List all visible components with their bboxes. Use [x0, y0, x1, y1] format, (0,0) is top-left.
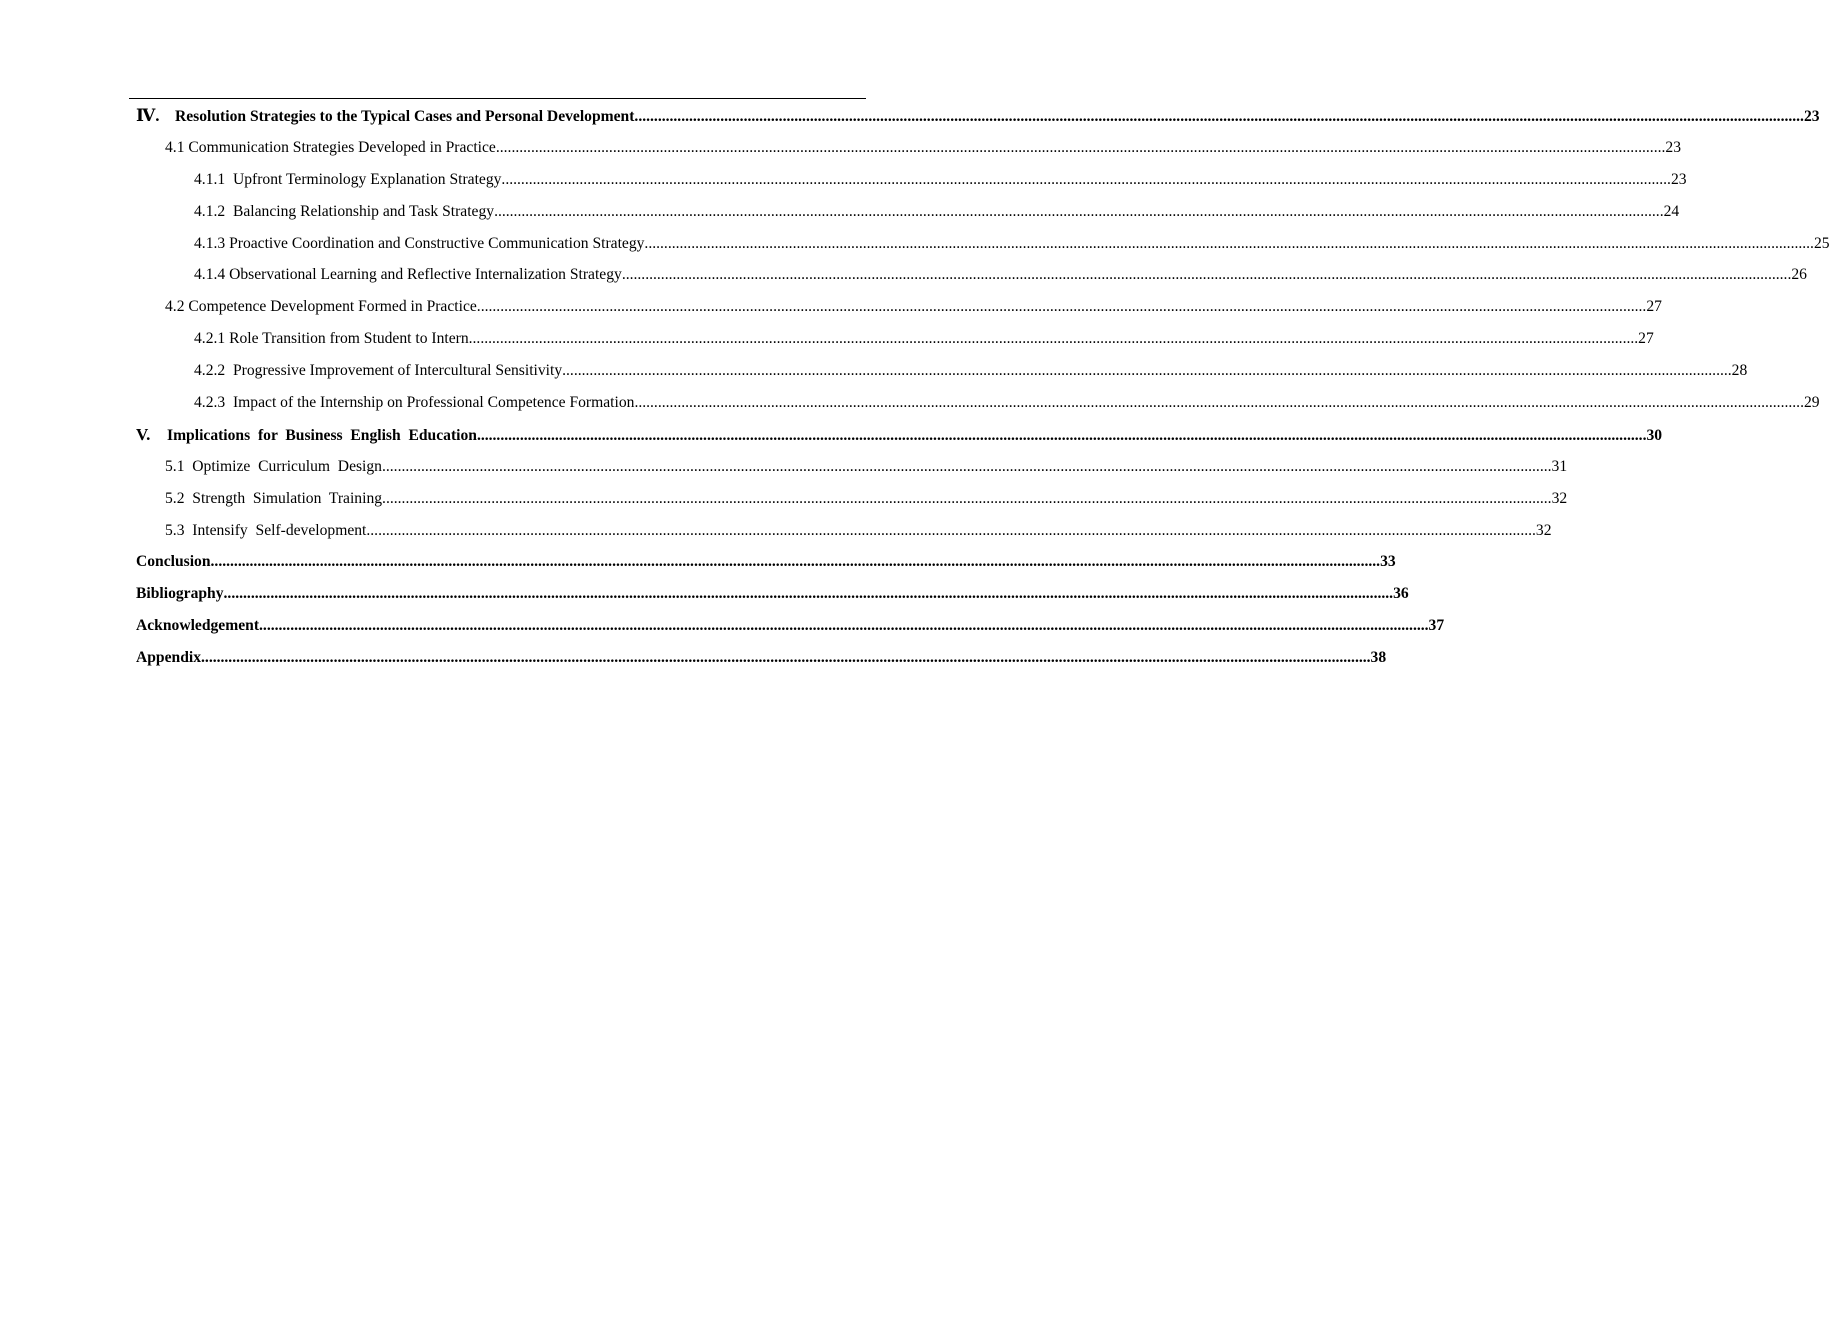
- toc-page-number: 33: [1380, 553, 1396, 571]
- toc-leader-dots: ............................................................................................................................................................................................................................................................................................................: [366, 521, 1536, 539]
- toc-entry-4-2-1[interactable]: [136, 323, 1654, 355]
- toc-leader-dots: ............................................................................................................................................................................................................................................................................................................: [495, 138, 1666, 156]
- toc-entry-chapter-5[interactable]: [136, 419, 1663, 451]
- toc-leader-dots: ............................................................................................................................................................................................................................................................................................................: [476, 426, 1647, 444]
- toc-entry-conclusion[interactable]: [136, 546, 1396, 578]
- toc-leader-dots: ............................................................................................................................................................................................................................................................................................................: [259, 617, 1429, 635]
- toc-entry-number: V.: [136, 424, 151, 444]
- table-of-contents: [136, 100, 1830, 674]
- toc-entry-4-2-3[interactable]: [136, 387, 1820, 419]
- toc-page-number: 32: [1551, 489, 1568, 507]
- toc-entry-title: 5.1 Optimize Curriculum Design: [165, 457, 382, 475]
- toc-entry-title: 4.2.1 Role Transition from Student to Intern: [194, 330, 469, 348]
- toc-page-number: 29: [1803, 394, 1820, 412]
- toc-entry-4-1-3[interactable]: [136, 228, 1830, 260]
- toc-page-number: 26: [1791, 266, 1807, 284]
- toc-leader-dots: ............................................................................................................................................................................................................................................................................................................: [381, 457, 1552, 475]
- toc-entry-title: Resolution Strategies to the Typical Cases and Personal Development: [175, 108, 635, 125]
- toc-entry-title: 4.2.3 Impact of the Internship on Professional Competence Formation: [194, 394, 635, 412]
- toc-entry-5-2[interactable]: [136, 483, 1568, 515]
- toc-entry-title: Implications for Business English Education: [167, 426, 477, 444]
- toc-entry-4-1-2[interactable]: [136, 196, 1680, 228]
- toc-leader-dots: ............................................................................................................................................................................................................................................................................................................: [634, 108, 1804, 125]
- toc-leader-dots: ............................................................................................................................................................................................................................................................................................................: [210, 553, 1381, 571]
- toc-entry-title: 4.1.1 Upfront Terminology Explanation Strategy: [194, 170, 502, 188]
- toc-page-number: 32: [1535, 521, 1552, 539]
- toc-leader-dots: ............................................................................................................................................................................................................................................................................................................: [634, 394, 1804, 412]
- toc-entry-title: 4.1.4 Observational Learning and Reflective Internalization Strategy: [194, 266, 622, 284]
- toc-page-number: 25: [1813, 234, 1830, 252]
- toc-entry-title: 4.2.2 Progressive Improvement of Intercultural Sensitivity: [194, 362, 563, 380]
- toc-page-number: 36: [1393, 585, 1409, 603]
- toc-entry-acknowledgement[interactable]: [136, 610, 1445, 642]
- toc-entry-number: Ⅳ.: [136, 106, 160, 125]
- toc-leader-dots: ............................................................................................................................................................................................................................................................................................................: [223, 585, 1394, 603]
- toc-page-number: 31: [1551, 457, 1568, 475]
- toc-page-number: 23: [1670, 170, 1687, 188]
- toc-entry-4-1-4[interactable]: [136, 259, 1807, 291]
- toc-leader-dots: ............................................................................................................................................................................................................................................................................................................: [501, 170, 1671, 188]
- toc-leader-dots: ............................................................................................................................................................................................................................................................................................................: [476, 298, 1647, 316]
- toc-entry-title: 4.1 Communication Strategies Developed in Practice: [165, 138, 496, 156]
- toc-entry-title: 4.1.2 Balancing Relationship and Task Strategy: [194, 202, 495, 220]
- toc-entry-4-1[interactable]: [136, 132, 1681, 164]
- toc-entry-title: Acknowledgement: [136, 617, 260, 635]
- toc-leader-dots: ............................................................................................................................................................................................................................................................................................................: [468, 330, 1639, 348]
- toc-leader-dots: ............................................................................................................................................................................................................................................................................................................: [494, 202, 1664, 220]
- toc-page-number: 24: [1663, 202, 1680, 220]
- toc-entry-4-2[interactable]: [136, 291, 1662, 323]
- toc-entry-title: 5.3 Intensify Self-development: [165, 521, 367, 539]
- toc-entry-appendix[interactable]: [136, 642, 1387, 674]
- toc-entry-bibliography[interactable]: [136, 578, 1409, 610]
- toc-page-number: 37: [1428, 617, 1445, 635]
- toc-entry-title: Appendix: [136, 649, 202, 667]
- toc-page-number: 28: [1731, 362, 1748, 380]
- toc-page-number: 23: [1665, 138, 1681, 156]
- toc-leader-dots: ............................................................................................................................................................................................................................................................................................................: [644, 234, 1814, 252]
- toc-entry-4-2-2[interactable]: [136, 355, 1748, 387]
- toc-leader-dots: ............................................................................................................................................................................................................................................................................................................: [621, 266, 1792, 284]
- toc-leader-dots: ............................................................................................................................................................................................................................................................................................................: [562, 362, 1732, 380]
- toc-leader-dots: ............................................................................................................................................................................................................................................................................................................: [382, 489, 1552, 507]
- toc-page-number: 30: [1646, 426, 1663, 444]
- toc-entry-title: 5.2 Strength Simulation Training: [165, 489, 383, 507]
- header-rule: [129, 98, 866, 99]
- toc-entry-5-1[interactable]: [136, 451, 1568, 483]
- toc-entry-title: Conclusion: [136, 553, 211, 571]
- toc-entry-4-1-1[interactable]: [136, 164, 1687, 196]
- toc-page-number: 38: [1370, 649, 1387, 667]
- toc-page-number: 27: [1638, 330, 1654, 348]
- toc-entry-title: 4.2 Competence Development Formed in Practice: [165, 298, 477, 316]
- toc-entry-title: 4.1.3 Proactive Coordination and Constructive Communication Strategy: [194, 234, 645, 252]
- toc-page-number: 23: [1803, 108, 1820, 125]
- toc-entry-title: Bibliography: [136, 585, 224, 603]
- toc-page-number: 27: [1646, 298, 1662, 316]
- toc-leader-dots: ............................................................................................................................................................................................................................................................................................................: [201, 649, 1371, 667]
- toc-entry-chapter-4[interactable]: [136, 100, 1820, 132]
- toc-entry-5-3[interactable]: [136, 515, 1552, 547]
